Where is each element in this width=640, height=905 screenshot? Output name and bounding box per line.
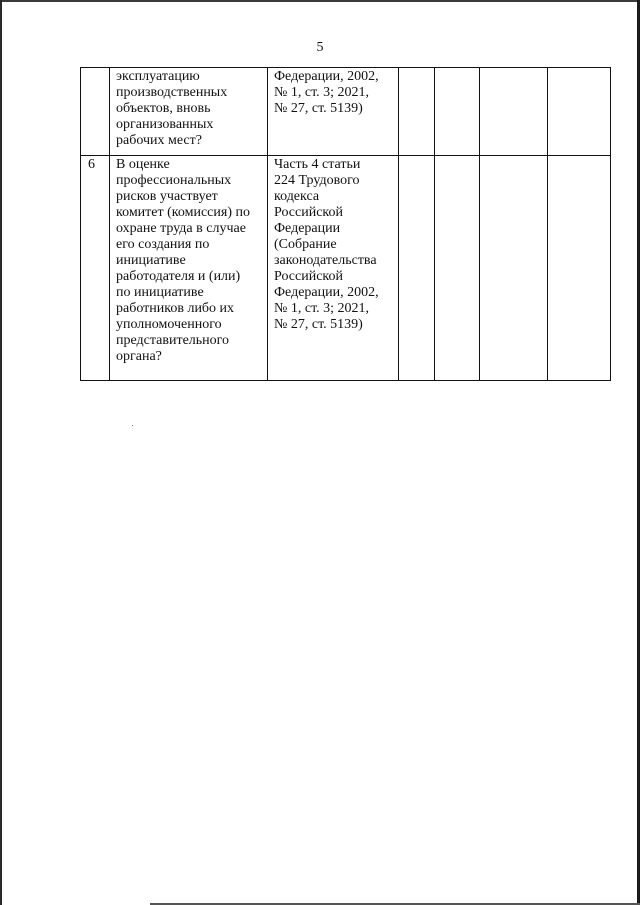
table-row-6 — [81, 156, 611, 381]
question-line: объектов, вновь — [116, 101, 211, 116]
note-cell — [548, 68, 611, 156]
answer-no-cell — [435, 68, 480, 156]
question-line: рабочих мест? — [116, 133, 202, 148]
reference-line: (Собрание — [274, 237, 337, 252]
reference-line: Российской — [274, 205, 343, 220]
question-line: эксплуатацию — [116, 69, 200, 84]
reference-line: Часть 4 статьи — [274, 157, 361, 172]
reference-line: Федерации, 2002, — [274, 69, 379, 84]
reference-line: Федерации, 2002, — [274, 285, 379, 300]
answer-not-applicable-cell — [480, 156, 548, 381]
question-line: производственных — [116, 85, 228, 100]
question-line: органа? — [116, 349, 162, 364]
row-number-cell: 6 — [81, 156, 110, 381]
checklist-table — [80, 67, 611, 381]
reference-line: № 27, ст. 5139) — [274, 101, 363, 116]
question-line: представительного — [116, 333, 230, 348]
legal-reference-cell — [268, 68, 399, 156]
reference-line: № 1, ст. 3; 2021, — [274, 301, 370, 316]
reference-line: кодекса — [274, 189, 320, 204]
question-line: по инициативе — [116, 285, 204, 300]
answer-yes-cell — [399, 156, 435, 381]
reference-line: № 27, ст. 5139) — [274, 317, 363, 332]
question-line: работодателя и (или) — [116, 269, 241, 284]
page-number: 5 — [316, 40, 324, 55]
scan-edge-top — [0, 0, 640, 2]
question-line: организованных — [116, 117, 214, 132]
scan-speck — [132, 425, 133, 426]
question-cell — [110, 68, 268, 156]
question-line: работников либо их — [116, 301, 235, 316]
reference-line: 224 Трудового — [274, 173, 360, 188]
note-cell — [548, 156, 611, 381]
question-cell — [110, 156, 268, 381]
answer-not-applicable-cell — [480, 68, 548, 156]
question-line: В оценке — [116, 157, 170, 172]
question-line: рисков участвует — [116, 189, 218, 204]
scan-edge-left — [0, 0, 2, 905]
question-line: его создания по — [116, 237, 210, 252]
question-line: охране труда в случае — [116, 221, 246, 236]
reference-line: законодательства — [274, 253, 377, 268]
reference-line: Федерации — [274, 221, 341, 236]
question-line: профессиональных — [116, 173, 232, 188]
question-line: уполномоченного — [116, 317, 222, 332]
question-line: комитет (комиссия) по — [116, 205, 250, 220]
reference-line: Российской — [274, 269, 343, 284]
legal-reference-cell — [268, 156, 399, 381]
answer-no-cell — [435, 156, 480, 381]
answer-yes-cell — [399, 68, 435, 156]
reference-line: № 1, ст. 3; 2021, — [274, 85, 370, 100]
question-line: инициативе — [116, 253, 186, 268]
table-row-continued — [81, 68, 611, 156]
row-number-cell — [81, 68, 110, 156]
